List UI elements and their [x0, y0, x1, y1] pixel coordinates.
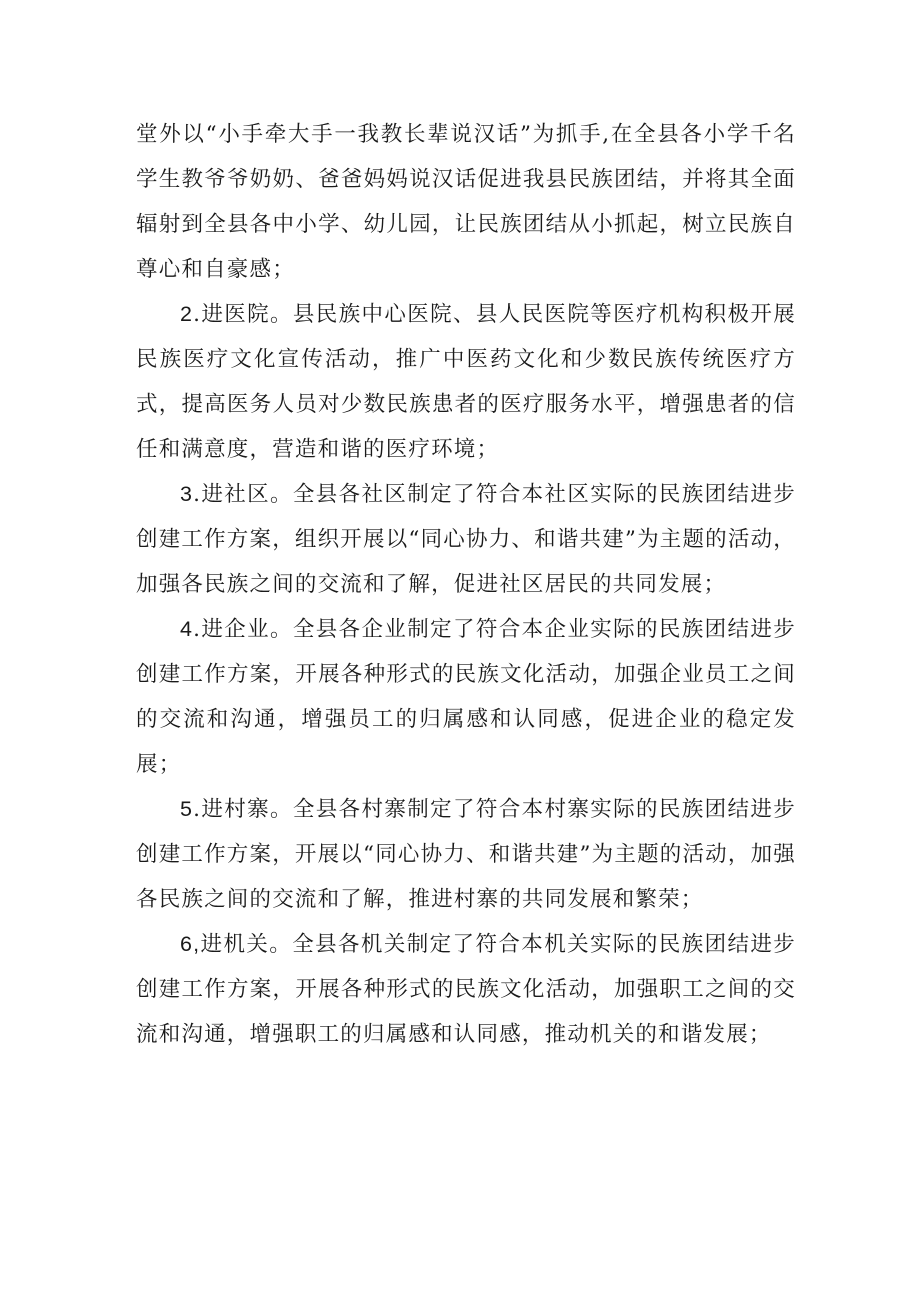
paragraph-text: .进医院。县民族中心医院、县人民医院等医疗机构积极开展民族医疗文化宣传活动，推广中医药文化和少数民族传统医疗方式，提高医务人员对少数民族患者的医疗服务水平，增强患者的信任和满意度，营造和谐的医疗环境； — [136, 302, 796, 462]
item-number: 4 — [180, 617, 194, 641]
document-body — [136, 112, 796, 1057]
item-number: 5 — [180, 797, 194, 821]
paragraph-text: 堂外以“小手牵大手一我教长辈说汉话”为抓手,在全县各小学千名学生教爷爷奶奶、爸爸妈妈说汉话促进我县民族团结，并将其全面辐射到全县各中小学、幼儿园，让民族团结从小抓起，树立民族自尊心和自豪感； — [136, 122, 796, 282]
paragraph-text: .进企业。全县各企业制定了符合本企业实际的民族团结进步创建工作方案，开展各种形式的民族文化活动，加强企业员工之间的交流和沟通，增强员工的归属感和认同感，促进企业的稳定发展； — [136, 617, 796, 777]
item-number: 2 — [180, 302, 194, 326]
paragraph-continuation — [136, 112, 796, 292]
paragraph-item-3 — [136, 472, 796, 607]
paragraph-item-2 — [136, 292, 796, 472]
paragraph-text: 进机关。全县各机关制定了符合本机关实际的民族团结进步创建工作方案，开展各种形式的民族文化活动，加强职工之间的交流和沟通，增强职工的归属感和认同感，推动机关的和谐发展； — [136, 932, 796, 1047]
paragraph-item-6 — [136, 922, 796, 1057]
paragraph-text: .进社区。全县各社区制定了符合本社区实际的民族团结进步创建工作方案，组织开展以“同心协力、和谐共建”为主题的活动，加强各民族之间的交流和了解，促进社区居民的共同发展； — [136, 482, 796, 597]
item-number: 6, — [180, 932, 201, 956]
paragraph-item-4 — [136, 607, 796, 787]
item-number: 3 — [180, 482, 194, 506]
paragraph-item-5 — [136, 787, 796, 922]
paragraph-text: .进村寨。全县各村寨制定了符合本村寨实际的民族团结进步创建工作方案，开展以“同心协力、和谐共建”为主题的活动，加强各民族之间的交流和了解，推进村寨的共同发展和繁荣； — [136, 797, 796, 912]
